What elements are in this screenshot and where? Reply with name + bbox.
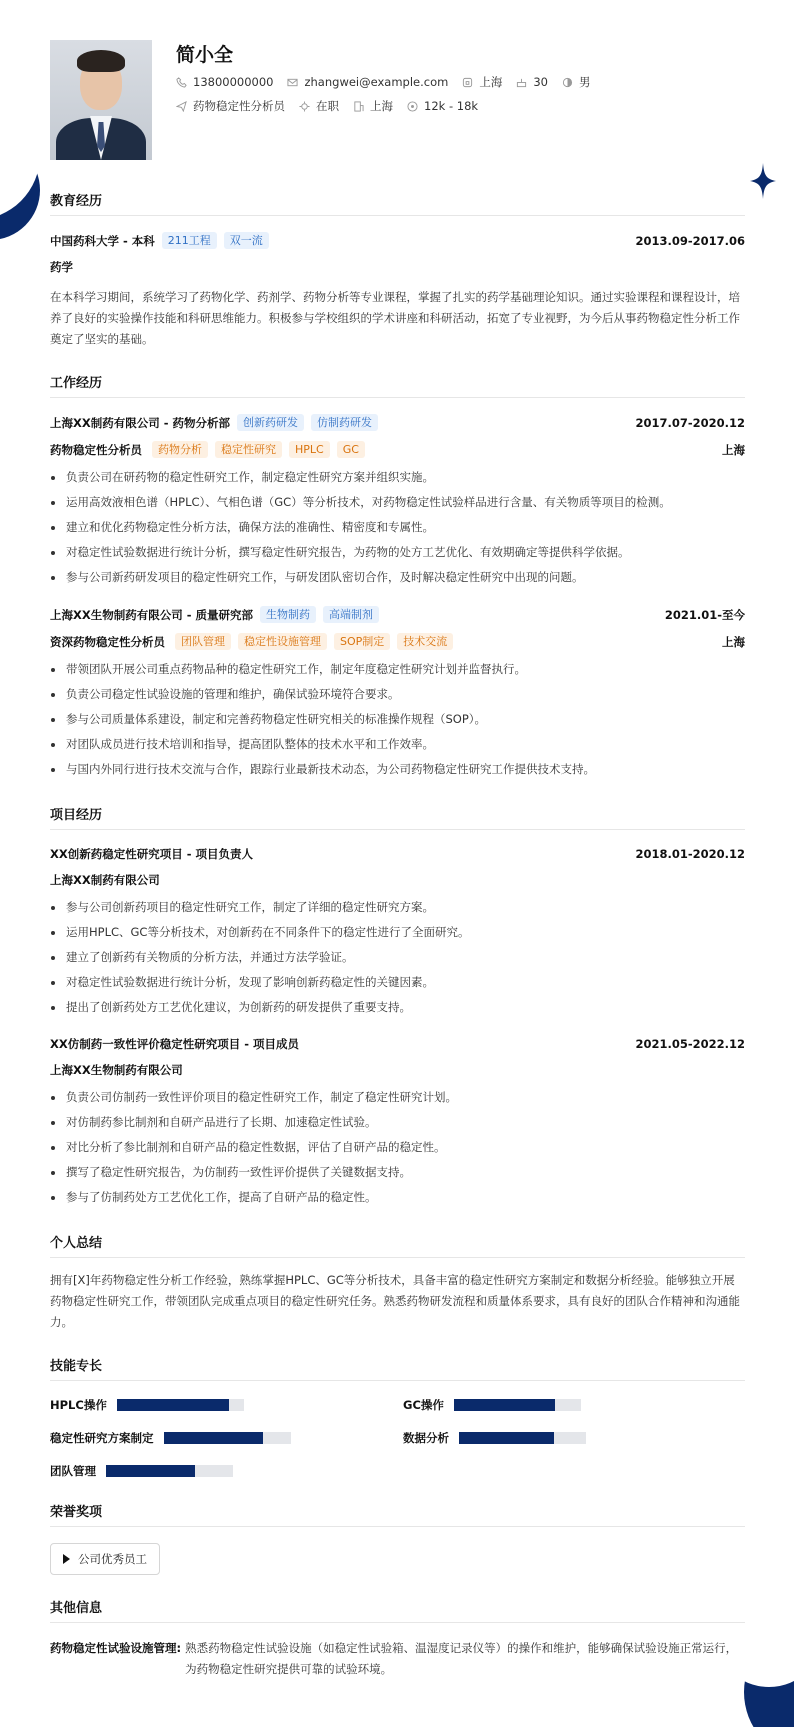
job-role: 药物稳定性分析员 <box>50 442 142 457</box>
work-title: 工作经历 <box>50 372 745 398</box>
list-item: 带领团队开展公司重点药物品种的稳定性研究工作，制定年度稳定性研究计划并监督执行。 <box>50 657 745 682</box>
skill-bar-fill <box>459 1432 554 1444</box>
role-tag: 药物分析 <box>152 441 208 458</box>
sparkle-icon <box>750 163 776 199</box>
other-title: 其他信息 <box>50 1597 745 1623</box>
work-entry <box>50 606 745 782</box>
work-bullets <box>50 465 745 590</box>
project-org: 上海XX生物制药有限公司 <box>50 1063 183 1077</box>
list-item: 负责公司在研药物的稳定性研究工作，制定稳定性研究方案并组织实施。 <box>50 465 745 490</box>
age-value: 30 <box>533 75 548 89</box>
phone-value: 13800000000 <box>193 75 274 89</box>
skill-name: 数据分析 <box>403 1431 449 1445</box>
other-section <box>50 1597 745 1680</box>
school-name: 中国药科大学 - 本科 <box>50 233 155 248</box>
work-location: 上海 <box>722 442 745 457</box>
skill-item <box>403 1430 743 1446</box>
role-tag: SOP制定 <box>334 633 390 650</box>
education-description: 在本科学习期间，系统学习了药物化学、药剂学、药物分析等专业课程，掌握了扎实的药学基础理论知识。通过实验课程和课程设计，培养了良好的实验操作技能和科研思维能力。积极参与学校组织的学术讲座和科研活动，拓宽了专业视野，为今后从事药物稳定性分析工作奠定了坚实的基础。 <box>50 290 740 346</box>
cake-icon <box>516 77 527 88</box>
hometown-value: 上海 <box>479 75 503 89</box>
project-bullets <box>50 1085 745 1210</box>
email-item <box>287 75 448 89</box>
list-item: 对稳定性试验数据进行统计分析，发现了影响创新药稳定性的关键因素。 <box>50 970 745 995</box>
role-tag: 技术交流 <box>397 633 453 650</box>
skill-bar <box>164 1432 291 1444</box>
company-name: 上海XX制药有限公司 - 药物分析部 <box>50 415 231 430</box>
skills-section <box>50 1355 745 1479</box>
hometown-item <box>462 74 502 90</box>
project-entry <box>50 846 745 1020</box>
projects-section <box>50 804 745 1210</box>
skill-item <box>50 1430 403 1446</box>
project-title: XX仿制药一致性评价稳定性研究项目 - 项目成员 <box>50 1037 300 1051</box>
work-section <box>50 372 745 782</box>
summary-text: 拥有[X]年药物稳定性分析工作经验，熟练掌握HPLC、GC等分析技术，具备丰富的稳定性研究方案制定和数据分析经验。能够独立开展药物稳定性研究工作，带领团队完成重点项目的稳定性研究任务。熟悉药物研发流程和质量体系要求，具有良好的团队合作精神和沟通能力。 <box>50 1273 740 1329</box>
list-item: 对仿制药参比制剂和自研产品进行了长期、加速稳定性试验。 <box>50 1110 745 1135</box>
building-icon <box>353 101 364 112</box>
other-value: 熟悉药物稳定性试验设施（如稳定性试验箱、温湿度记录仪等）的操作和维护，能够确保试验设施正常运行，为药物稳定性研究提供可靠的试验环境。 <box>185 1641 738 1676</box>
project-date: 2018.01-2020.12 <box>635 847 745 861</box>
gender-value: 男 <box>578 75 591 89</box>
project-org: 上海XX制药有限公司 <box>50 873 160 887</box>
money-icon <box>407 101 418 112</box>
skill-bar <box>117 1399 244 1411</box>
list-item: 对稳定性试验数据进行统计分析，撰写稳定性研究报告，为药物的处方工艺优化、有效期确定等提供科学依据。 <box>50 540 745 565</box>
gender-item <box>562 74 591 90</box>
candidate-name: 简小全 <box>176 44 234 66</box>
project-title: XX创新药稳定性研究项目 - 项目负责人 <box>50 847 254 861</box>
list-item: 与国内外同行进行技术交流与合作，跟踪行业最新技术动态，为公司药物稳定性研究工作提供技术支持。 <box>50 757 745 782</box>
school-tag: 双一流 <box>224 232 269 249</box>
award-name: 公司优秀员工 <box>78 1552 147 1566</box>
skill-bar-fill <box>454 1399 556 1411</box>
other-item <box>50 1638 745 1680</box>
skill-bar-fill <box>106 1465 195 1477</box>
gender-icon <box>562 77 573 88</box>
role-tag: HPLC <box>289 441 330 458</box>
salary-item <box>407 99 478 113</box>
list-item: 对团队成员进行技术培训和指导，提高团队整体的技术水平和工作效率。 <box>50 732 745 757</box>
skill-bar <box>106 1465 233 1477</box>
salary-value: 12k - 18k <box>424 99 479 113</box>
skills-title: 技能专长 <box>50 1355 745 1381</box>
work-entry <box>50 414 745 590</box>
resume-page <box>50 40 745 1680</box>
play-triangle-icon <box>63 1554 70 1564</box>
send-icon <box>176 101 187 112</box>
company-tag: 生物制药 <box>260 606 316 623</box>
status-icon <box>299 101 310 112</box>
education-section <box>50 190 745 350</box>
award-item <box>50 1543 160 1575</box>
work-date: 2017.07-2020.12 <box>635 415 745 430</box>
education-entry-head <box>50 232 745 249</box>
phone-icon <box>176 77 187 88</box>
mail-icon <box>287 77 298 88</box>
company-tag: 创新药研发 <box>237 414 304 431</box>
skill-bar <box>459 1432 586 1444</box>
skill-bar-fill <box>117 1399 229 1411</box>
skill-item <box>50 1397 403 1413</box>
company-tag: 仿制药研发 <box>311 414 378 431</box>
home-icon <box>462 77 473 88</box>
list-item: 运用高效液相色谱（HPLC）、气相色谱（GC）等分析技术，对药物稳定性试验样品进行含量、有关物质等项目的检测。 <box>50 490 745 515</box>
status-value: 在职 <box>316 99 339 113</box>
list-item: 建立了创新药有关物质的分析方法，并通过方法学验证。 <box>50 945 745 970</box>
profile-info <box>176 40 604 160</box>
role-tag: GC <box>337 441 365 458</box>
job-intention-row <box>176 98 604 114</box>
skill-item <box>50 1463 403 1479</box>
major-row <box>50 259 745 275</box>
skill-name: GC操作 <box>403 1398 444 1412</box>
work-bullets <box>50 657 745 782</box>
list-item: 撰写了稳定性研究报告，为仿制药一致性评价提供了关键数据支持。 <box>50 1160 745 1185</box>
summary-section <box>50 1232 745 1333</box>
list-item: 参与了仿制药处方工艺优化工作，提高了自研产品的稳定性。 <box>50 1185 745 1210</box>
list-item: 建立和优化药物稳定性分析方法，确保方法的准确性、精密度和专属性。 <box>50 515 745 540</box>
role-tag: 团队管理 <box>175 633 231 650</box>
skill-bar-fill <box>164 1432 263 1444</box>
target-position-value: 药物稳定性分析员 <box>193 99 285 113</box>
project-date: 2021.05-2022.12 <box>635 1037 745 1051</box>
skill-name: 团队管理 <box>50 1464 96 1478</box>
list-item: 负责公司稳定性试验设施的管理和维护，确保试验环境符合要求。 <box>50 682 745 707</box>
awards-section <box>50 1501 745 1575</box>
project-entry <box>50 1036 745 1210</box>
education-title: 教育经历 <box>50 190 745 216</box>
list-item: 负责公司仿制药一致性评价项目的稳定性研究工作，制定了稳定性研究计划。 <box>50 1085 745 1110</box>
email-value: zhangwei@example.com <box>304 75 449 89</box>
company-tag: 高端制剂 <box>323 606 379 623</box>
other-key: 药物稳定性试验设施管理: <box>50 1641 182 1655</box>
status-item <box>299 98 339 114</box>
major-name: 药学 <box>50 260 73 274</box>
role-tag: 稳定性设施管理 <box>238 633 327 650</box>
school-tag: 211工程 <box>162 232 217 249</box>
list-item: 参与公司新药研发项目的稳定性研究工作，与研发团队密切合作，及时解决稳定性研究中出现的问题。 <box>50 565 745 590</box>
skill-bar <box>454 1399 581 1411</box>
skill-item <box>403 1397 743 1413</box>
list-item: 提出了创新药处方工艺优化建议，为创新药的研发提供了重要支持。 <box>50 995 745 1020</box>
job-role: 资深药物稳定性分析员 <box>50 634 165 649</box>
skills-grid <box>50 1397 745 1479</box>
target-city-item <box>353 98 393 114</box>
skill-name: HPLC操作 <box>50 1398 107 1412</box>
work-location: 上海 <box>722 634 745 649</box>
list-item: 参与公司创新药项目的稳定性研究工作，制定了详细的稳定性研究方案。 <box>50 895 745 920</box>
role-tag: 稳定性研究 <box>215 441 282 458</box>
phone-item <box>176 75 273 89</box>
avatar <box>50 40 152 160</box>
summary-title: 个人总结 <box>50 1232 745 1258</box>
skill-name: 稳定性研究方案制定 <box>50 1431 154 1445</box>
education-date: 2013.09-2017.06 <box>635 233 745 248</box>
profile-header <box>50 40 745 160</box>
list-item: 对比分析了参比制剂和自研产品的稳定性数据，评估了自研产品的稳定性。 <box>50 1135 745 1160</box>
list-item: 运用HPLC、GC等分析技术，对创新药在不同条件下的稳定性进行了全面研究。 <box>50 920 745 945</box>
list-item: 参与公司质量体系建设，制定和完善药物稳定性研究相关的标准操作规程（SOP）。 <box>50 707 745 732</box>
target-position-item <box>176 98 285 114</box>
target-city-value: 上海 <box>370 99 393 113</box>
contact-row <box>176 74 604 90</box>
age-item <box>516 75 548 89</box>
work-date: 2021.01-至今 <box>664 607 745 622</box>
awards-title: 荣誉奖项 <box>50 1501 745 1527</box>
projects-title: 项目经历 <box>50 804 745 830</box>
company-name: 上海XX生物制药有限公司 - 质量研究部 <box>50 607 254 622</box>
project-bullets <box>50 895 745 1020</box>
